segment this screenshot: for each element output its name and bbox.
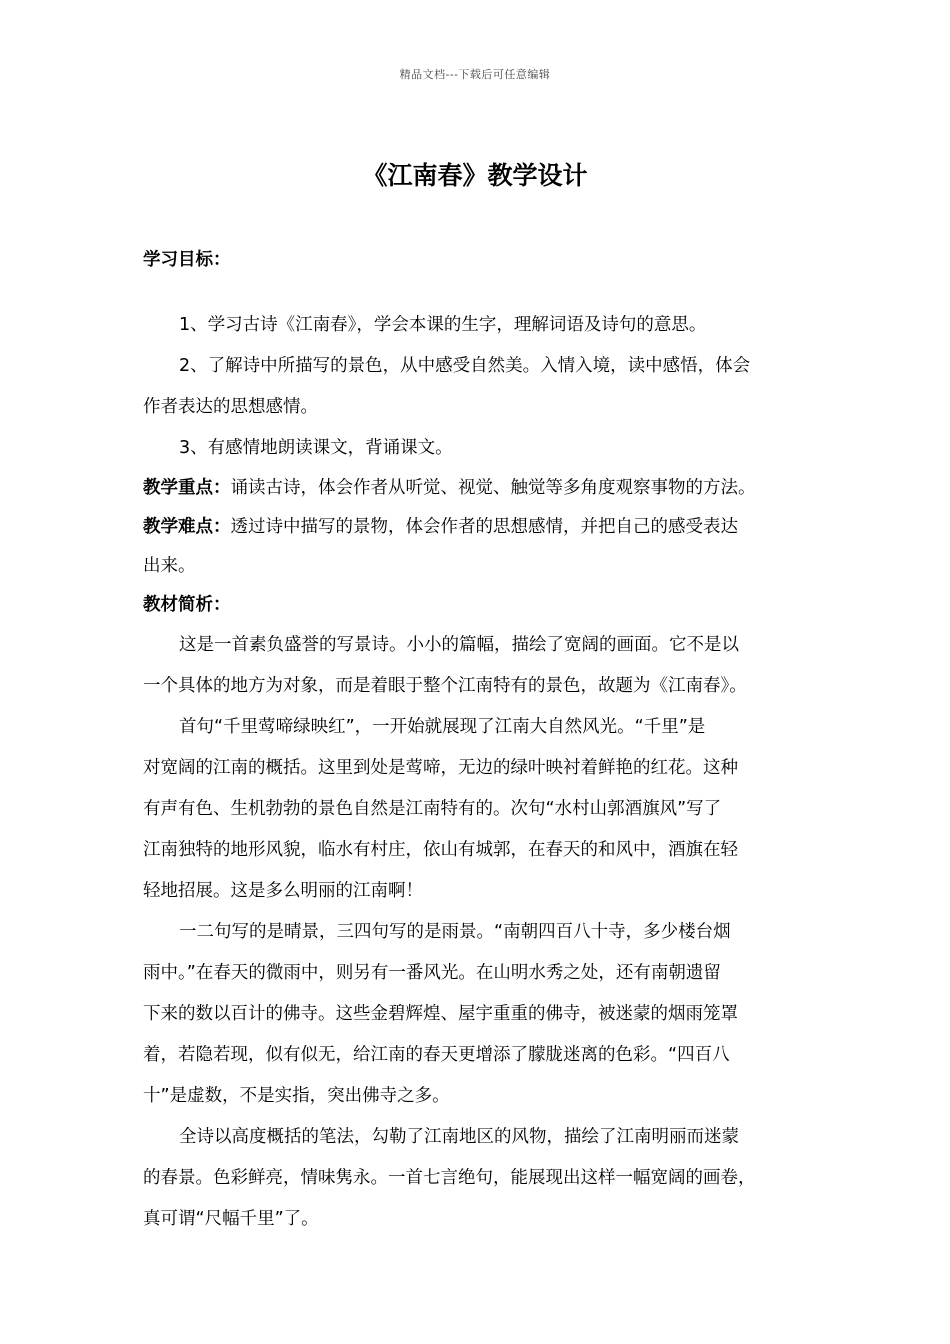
objective-item-2: 2、了解诗中所描写的景色，从中感受自然美。入情入境，读中感悟，体会 [179,356,751,376]
analysis-paragraph-4-line: 真可谓“尺幅千里”了。 [143,1209,319,1229]
objectives-heading: 学习目标： [143,250,231,270]
difficulty-text: 透过诗中描写的景物，体会作者的思想感情，并把自己的感受表达 [230,517,738,537]
difficulty-label: 教学难点： [143,517,231,537]
document-body [143,240,808,1240]
page-header: 精品文档---下载后可任意编辑 [399,68,551,81]
analysis-paragraph-3-line: 着，若隐若现，似有似无，给江南的春天更增添了朦胧迷离的色彩。“四百八 [143,1045,730,1065]
analysis-paragraph-3-line: 雨中。”在春天的微雨中，则另有一番风光。在山明水秀之处，还有南朝遗留 [143,963,721,983]
key-point [143,469,808,508]
spacer [143,281,808,305]
key-point-text: 诵读古诗，体会作者从听觉、视觉、触觉等多角度观察事物的方法。 [230,478,756,498]
analysis-paragraph-2-line: 有声有色、生机勃勃的景色自然是江南特有的。次句“水村山郭酒旗风”写了 [143,799,722,819]
analysis-heading: 教材简析： [143,595,231,615]
analysis-paragraph-2-line: 江南独特的地形风貌，临水有村庄，依山有城郭，在春天的和风中，酒旗在轻 [143,840,738,860]
analysis-paragraph-2-line: 轻地招展。这是多么明丽的江南啊！ [143,881,423,901]
analysis-paragraph-1: 这是一首素负盛誉的写景诗。小小的篇幅，描绘了宽阔的画面。它不是以 [179,635,739,655]
difficulty-cont: 出来。 [143,556,196,576]
analysis-paragraph-2: 首句“千里莺啼绿映红”，一开始就展现了江南大自然风光。“千里”是 [179,717,706,737]
document-title: 《江南春》教学设计 [362,161,588,190]
analysis-paragraph-3-line: 十”是虚数，不是实指，突出佛寺之多。 [143,1086,450,1106]
key-point-label: 教学重点： [143,478,231,498]
analysis-paragraph-3: 一二句写的是晴景，三四句写的是雨景。“南朝四百八十寺，多少楼台烟 [179,922,731,942]
difficulty [143,508,808,547]
analysis-paragraph-3-line: 下来的数以百计的佛寺。这些金碧辉煌、屋宇重重的佛寺，被迷蒙的烟雨笼罩 [143,1004,738,1024]
analysis-paragraph-4: 全诗以高度概括的笔法，勾勒了江南地区的风物，描绘了江南明丽而迷蒙 [179,1127,739,1147]
objective-item-1: 1、学习古诗《江南春》，学会本课的生字，理解词语及诗句的意思。 [179,315,707,335]
objective-item-2-cont: 作者表达的思想感情。 [143,397,318,417]
analysis-paragraph-2-line: 对宽阔的江南的概括。这里到处是莺啼，无边的绿叶映衬着鲜艳的红花。这种 [143,758,738,778]
analysis-paragraph-4-line: 的春景。色彩鲜亮，情味隽永。一首七言绝句，能展现出这样一幅宽阔的画卷， [143,1168,756,1188]
analysis-paragraph-1-line: 一个具体的地方为对象，而是着眼于整个江南特有的景色，故题为《江南春》。 [143,676,747,696]
objective-item-3: 3、有感情地朗读课文，背诵课文。 [179,438,453,458]
